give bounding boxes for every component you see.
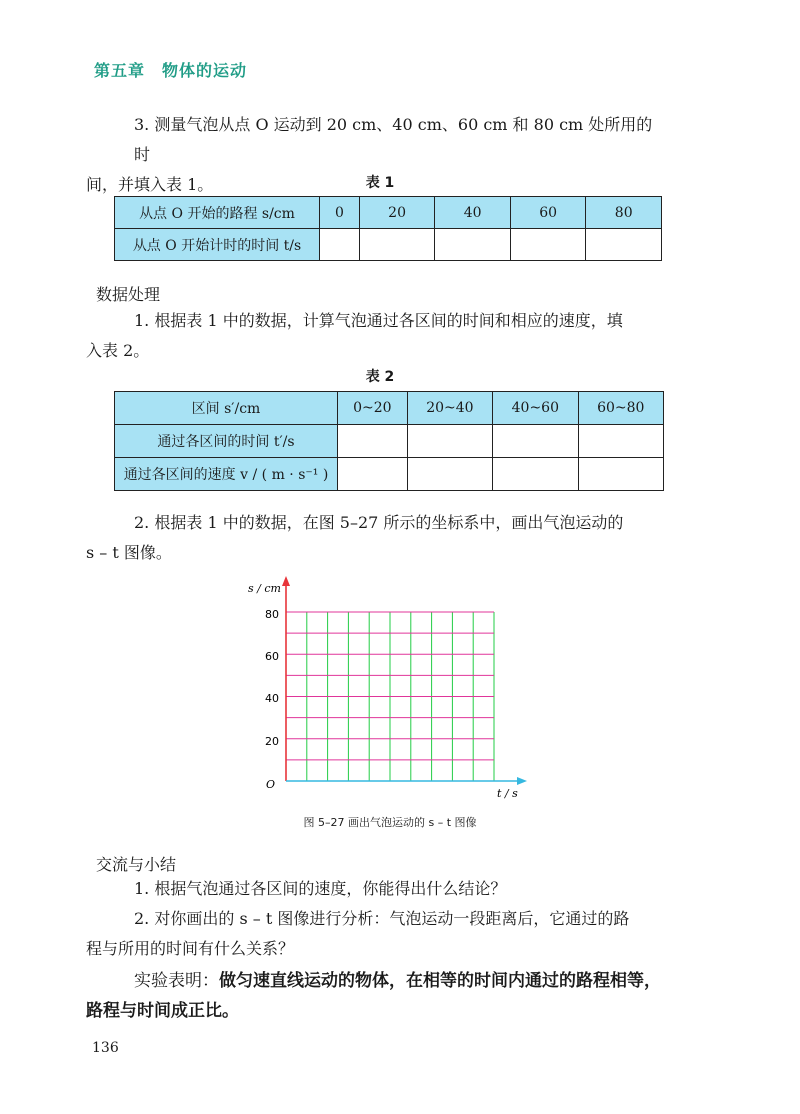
- y-axis-arrow: [282, 576, 290, 586]
- table2-header-cell: 20~40: [407, 392, 492, 425]
- y-tick-label: 80: [265, 608, 279, 621]
- page-number: 136: [92, 1040, 119, 1056]
- x-axis-arrow: [517, 777, 527, 785]
- step-d2-line1: 2. 根据表 1 中的数据，在图 5–27 所示的坐标系中，画出气泡运动的: [134, 513, 624, 532]
- graph-grid: [286, 612, 494, 781]
- question2: [86, 904, 666, 964]
- table2-header-cell: 60~80: [578, 392, 663, 425]
- table2-header-label: 区间 s′/cm: [115, 392, 338, 425]
- y-tick-label: 40: [265, 692, 279, 705]
- step3-line2: 间，并填入表 1。: [86, 175, 214, 194]
- origin-label: O: [266, 778, 276, 791]
- table2-row2-label: 通过各区间的速度 v / ( m · s⁻¹ ): [115, 458, 338, 491]
- question1: [86, 874, 666, 904]
- step-d1-line1: 1. 根据表 1 中的数据，计算气泡通过各区间的时间和相应的速度，填: [134, 311, 623, 330]
- section-data-processing: 数据处理: [96, 285, 161, 304]
- chapter-title: 第五章 物体的运动: [94, 61, 248, 80]
- y-tick-label: 20: [265, 735, 279, 748]
- question1-text: 1. 根据气泡通过各区间的速度，你能得出什么结论？: [134, 879, 507, 898]
- table2-header-cell: 40~60: [493, 392, 578, 425]
- step-d1-line2: 入表 2。: [86, 341, 150, 360]
- table1-header-cell: 0: [320, 197, 360, 229]
- table2-row1-label: 通过各区间的时间 t′/s: [115, 425, 338, 458]
- table1-caption: 表 1: [365, 175, 395, 191]
- table1-row-label: 从点 O 开始计时的时间 t/s: [115, 229, 320, 261]
- y-axis-label: s / cm: [248, 582, 281, 595]
- table1-header-cell: 20: [359, 197, 435, 229]
- conclusion-line2: 路程与时间成正比。: [86, 1001, 239, 1021]
- table1-header-cell: 60: [510, 197, 586, 229]
- table1-header-cell: 40: [435, 197, 511, 229]
- conclusion-line1: 做匀速直线运动的物体，在相等的时间内通过的路程相等，: [219, 971, 661, 991]
- conclusion: [86, 966, 666, 1026]
- conclusion-prefix: 实验表明：: [134, 971, 219, 991]
- figure-caption: 图 5–27 画出气泡运动的 s – t 图像: [303, 816, 477, 829]
- step3-line1: 3. 测量气泡从点 O 运动到 20 cm、40 cm、60 cm 和 80 cm 处所用的时: [134, 115, 653, 164]
- section-summary: 交流与小结: [96, 855, 177, 874]
- table2-header-cell: 0~20: [338, 392, 408, 425]
- table1-header-cell: 80: [586, 197, 662, 229]
- table2-caption: 表 2: [365, 369, 395, 385]
- table1-header-label: 从点 O 开始的路程 s/cm: [115, 197, 320, 229]
- y-tick-label: 60: [265, 650, 279, 663]
- question2-line2: 程与所用的时间有什么关系？: [86, 939, 295, 958]
- question2-line1: 2. 对你画出的 s – t 图像进行分析：气泡运动一段距离后，它通过的路: [134, 909, 630, 928]
- step-d2-line2: s – t 图像。: [86, 543, 172, 562]
- x-axis-label: t / s: [497, 787, 518, 800]
